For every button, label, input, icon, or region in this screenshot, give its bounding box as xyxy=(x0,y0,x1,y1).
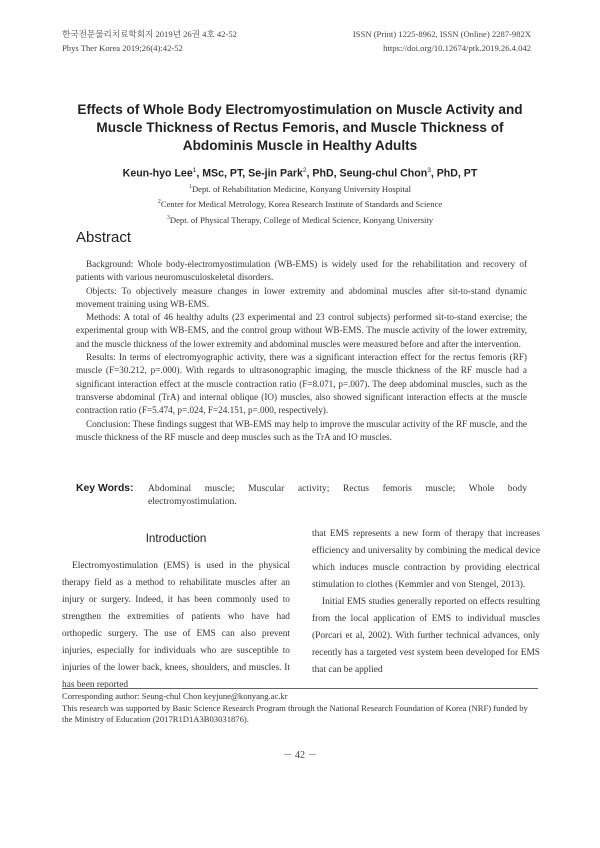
title-line-2: Muscle Thickness of Rectus Femoris, and Muscle Thickness of xyxy=(96,120,504,135)
intro-paragraph-1: Electromyostimulation (EMS) is used in the physical therapy field as a method to rehabilitate muscles after an injury or surgery. Indeed, it has been commonly used to strengthen the extremities of patients who have had orthopedic surgery. The use of EMS can also prevent injuries, especially for individuals who are susceptible to injuries of the lower back, knees, shoulders, and muscles. It has been reported xyxy=(62,561,290,690)
author-list xyxy=(62,167,538,180)
title-line-3: Abdominis Muscle in Healthy Adults xyxy=(182,138,418,153)
affiliation-item xyxy=(62,196,538,211)
abstract-heading: Abstract xyxy=(76,229,132,246)
journal-header-right xyxy=(353,27,531,55)
author-name: Keun-hyo Lee xyxy=(122,167,193,180)
affil-text: Center for Medical Metrology, Korea Research Institute of Standards and Science xyxy=(160,199,443,210)
affil-sup: 2 xyxy=(157,199,161,206)
footnote-divider xyxy=(62,688,538,689)
affil-text: Dept. of Rehabilitation Medicine, Konyang University Hospital xyxy=(191,183,412,194)
keywords xyxy=(76,482,527,508)
author-degree: , PhD, xyxy=(306,167,340,180)
intro-paragraph-2: Initial EMS studies generally reported on effects resulting from the local application of EMS to individual muscles (Porcari et al, 2002). With further technical advances, only recently has a targeted vest system been developed for EMS that can be applied xyxy=(312,597,540,675)
abstract-objects: Objects: To objectively measure changes in lower extremity and abdominal muscles after sit-to-stand dynamic movement training using WB-EMS. xyxy=(76,285,527,309)
abstract-results: Results: In terms of electromyographic activity, there was a significant interaction effect for the rectus femoris (RF) muscle (F=30.212, p=.000). With regards to ultrasonographic imaging, the muscle thickness of the RF muscle had a significant interaction effect at the muscle contraction ratio (F=8.071, p=.007). The deep abdominal muscles, such as the transverse abdominal (TrA) and internal oblique (IO) muscles, also showed significant interaction effects at the muscle contraction ratio (F=5.474, p=.024, F=24.151, p=.000, respectively). xyxy=(76,352,527,416)
author-affil-sup: 3 xyxy=(427,167,431,174)
affiliation-item xyxy=(62,212,538,227)
journal-name-korean: 한국전문물리치료학회지 2019년 26권 4호 42-52 xyxy=(62,29,237,39)
author-affil-sup: 1 xyxy=(192,167,197,174)
author-name: Se-jin Park xyxy=(248,167,303,180)
journal-header-left xyxy=(62,27,237,55)
affil-sup: 3 xyxy=(166,214,170,221)
author-affil-sup: 2 xyxy=(302,167,307,174)
journal-citation: Phys Ther Korea 2019;26(4):42-52 xyxy=(62,43,183,53)
affiliation-list xyxy=(62,181,538,227)
keywords-label: Key Words: xyxy=(76,483,134,494)
abstract-background: Background: Whole body-electromyostimulation (WB-EMS) is widely used for the rehabilitation and recovery of patients with various neuromusculoskeletal disorders. xyxy=(76,259,527,283)
affil-sup: 1 xyxy=(188,184,192,190)
affiliation-item xyxy=(62,181,538,196)
corresponding-author: Corresponding author: Seung-chul Chon keyjune@konyang.ac.kr xyxy=(62,691,288,701)
author-name: Seung-chul Chon xyxy=(339,167,428,180)
abstract-methods: Methods: A total of 46 healthy adults (23 experimental and 23 control subjects) performed sit-to-stand exercise; the experimental group with WB-EMS, and the control group without WB-EMS. The muscle activity of the lower extremity, and the muscle thickness of the lower extremity and abdominal muscles were measured before and after the intervention. xyxy=(76,312,527,349)
footnotes xyxy=(62,691,538,726)
abstract-conclusion: Conclusion: These findings suggest that WB-EMS may help to improve the muscular activity of the RF muscle, and the muscle thickness of the RF muscle and deep muscles such as the TrA and IO muscles. xyxy=(76,418,527,442)
introduction-heading: Introduction xyxy=(145,532,207,545)
keywords-text: Abdominal muscle; Muscular activity; Rectus femoris muscle; Whole body electromyostimulation. xyxy=(148,483,527,508)
doi-link[interactable]: https://doi.org/10.12674/ptk.2019.26.4.042 xyxy=(383,43,531,53)
funding-note: This research was supported by Basic Science Research Program through the National Research Foundation of Korea (NRF) funded by the Ministry of Education (2017R1D1A3B03031876). xyxy=(62,702,528,724)
issn-line: ISSN (Print) 1225-8962, ISSN (Online) 2287-982X xyxy=(352,29,531,39)
author-degree: , MSc, PT, xyxy=(196,167,249,180)
intro-paragraph-1-continued: that EMS represents a new form of therapy that increases efficiency and universality by combining the medical device which induces muscle contraction by providing electrical stimulation to clothes (Kemmler and von Stengel, 2013). xyxy=(312,529,540,590)
paper-title xyxy=(62,101,538,155)
body-column-right xyxy=(312,526,540,679)
abstract-body xyxy=(76,258,527,444)
body-column-left xyxy=(62,526,290,694)
affil-text: Dept. of Physical Therapy, College of Medical Science, Konyang University xyxy=(169,214,434,225)
page-number: － 42 － xyxy=(282,750,318,761)
author-degree: , PhD, PT xyxy=(430,167,478,180)
title-line-1: Effects of Whole Body Electromyostimulation on Muscle Activity and xyxy=(77,102,523,117)
